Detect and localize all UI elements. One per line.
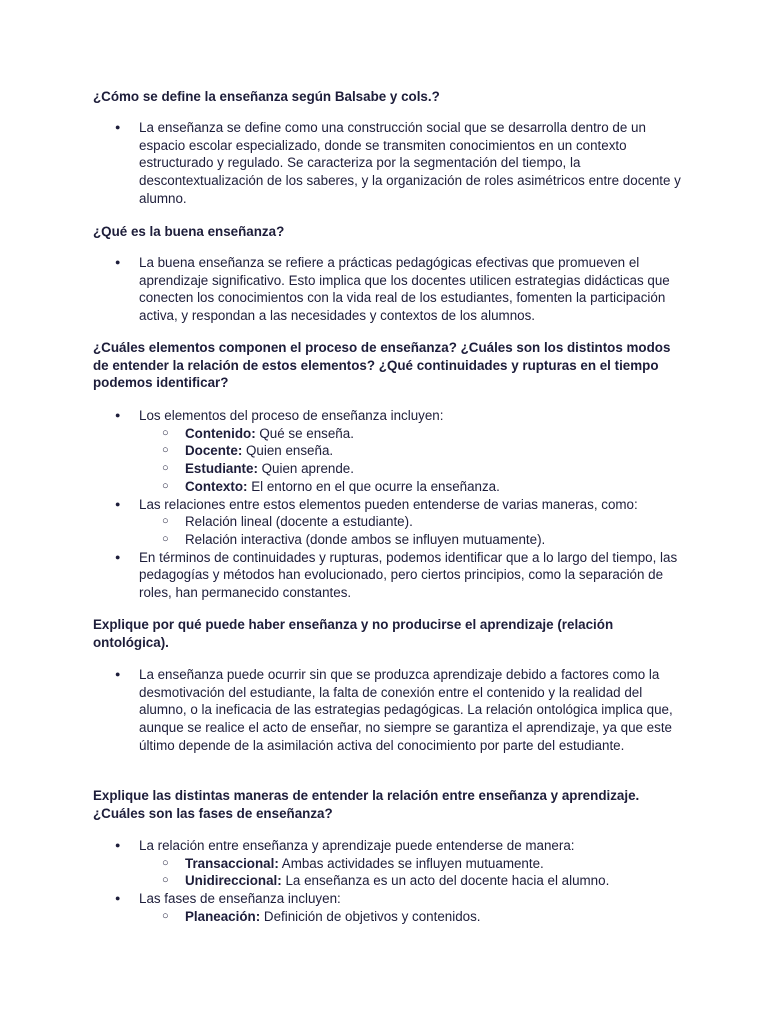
sub-item xyxy=(139,908,683,926)
bullet-item xyxy=(93,837,683,890)
sub-item xyxy=(139,442,683,460)
term-desc: El entorno en el que ocurre la enseñanza. xyxy=(247,478,500,494)
sub-item: ○ Relación interactiva (donde ambos se influyen mutuamente). xyxy=(139,531,683,549)
term-label: Contexto: xyxy=(185,478,248,494)
question-heading: ¿Cuáles elementos componen el proceso de enseñanza? ¿Cuáles son los distintos modos de entender la relación de estos elementos? ¿Qué continuidades y rupturas en el tiempo podemos identificar? xyxy=(93,340,671,391)
question-heading: Explique las distintas maneras de entender la relación entre enseñanza y aprendizaje. ¿Cuáles son las fases de enseñanza? xyxy=(93,788,640,821)
bullet-item xyxy=(93,496,683,549)
sub-item xyxy=(139,460,683,478)
term-desc: Definición de objetivos y contenidos. xyxy=(260,908,481,924)
term-label: Planeación: xyxy=(185,908,261,924)
bullet-text: La relación entre enseñanza y aprendizaje puede entenderse de manera: xyxy=(139,838,575,853)
bullet-text: Las fases de enseñanza incluyen: xyxy=(139,891,341,907)
answer-list xyxy=(93,837,683,926)
sub-list xyxy=(139,513,683,548)
bullet-item: ● La enseñanza se define como una construcción social que se desarrolla dentro de un espacio escolar especializado, donde se transmiten conocimientos en un contexto estructurado y regulado. Se caracteriza por la segmentación del tiempo, la descontextualización de los saberes, y la organización de roles asimétricos entre docente y alumno. xyxy=(93,119,683,208)
bullet-item: ● La buena enseñanza se refiere a prácticas pedagógicas efectivas que promueven el aprendizaje significativo. Esto implica que los docentes utilicen estrategias didácticas que conecten los conocimientos con la vida real de los estudiantes, fomenten la participación activa, y respondan a las necesidades y contextos de los alumnos. xyxy=(93,254,683,325)
sub-list xyxy=(139,908,683,926)
bullet-text: Los elementos del proceso de enseñanza incluyen: xyxy=(139,408,444,423)
term-desc: Quien aprende. xyxy=(257,461,354,477)
term-desc: La enseñanza es un acto del docente hacia el alumno. xyxy=(281,873,610,889)
sub-list xyxy=(139,425,683,496)
answer-list xyxy=(93,119,683,208)
sub-item: ○ Relación lineal (docente a estudiante). xyxy=(139,513,683,531)
term-label: Unidireccional: xyxy=(185,873,282,889)
bullet-item xyxy=(93,407,683,496)
bullet-item xyxy=(93,890,683,925)
answer-list xyxy=(93,254,683,325)
term-desc: Qué se enseña. xyxy=(255,425,354,441)
sub-item xyxy=(139,855,683,873)
sub-item xyxy=(139,425,683,443)
term-desc: Ambas actividades se influyen mutuamente. xyxy=(278,855,544,871)
term-label: Docente: xyxy=(185,443,243,459)
sub-item xyxy=(139,478,683,496)
answer-list xyxy=(93,407,683,602)
term-desc: Quien enseña. xyxy=(242,443,334,459)
bullet-item: ● La enseñanza puede ocurrir sin que se produzca aprendizaje debido a factores como la desmotivación del estudiante, la falta de conexión entre el contenido y la realidad del alumno, o la ineficacia de las estrategias pedagógicas. La relación ontológica implica que, aunque se realice el acto de enseñar, no siempre se garantiza el aprendizaje, ya que este último depende de la asimilación activa del conocimiento por parte del estudiante. xyxy=(93,666,683,755)
term-label: Transaccional: xyxy=(185,855,279,871)
term-label: Estudiante: xyxy=(185,461,258,477)
question-heading: ¿Qué es la buena enseñanza? xyxy=(93,224,285,239)
answer-list xyxy=(93,666,683,755)
question-heading: ¿Cómo se define la enseñanza según Balsabe y cols.? xyxy=(93,89,440,104)
sub-item xyxy=(139,872,683,890)
sub-list xyxy=(139,855,683,890)
term-label: Contenido: xyxy=(185,425,256,441)
question-heading: Explique por qué puede haber enseñanza y no producirse el aprendizaje (relación ontológica). xyxy=(93,617,614,650)
bullet-text: Las relaciones entre estos elementos pueden entenderse de varias maneras, como: xyxy=(139,496,638,512)
bullet-item: ● En términos de continuidades y rupturas, podemos identificar que a lo largo del tiempo, las pedagogías y métodos han evolucionado, pero ciertos principios, como la separación de roles, han permanecido constantes. xyxy=(93,549,683,602)
